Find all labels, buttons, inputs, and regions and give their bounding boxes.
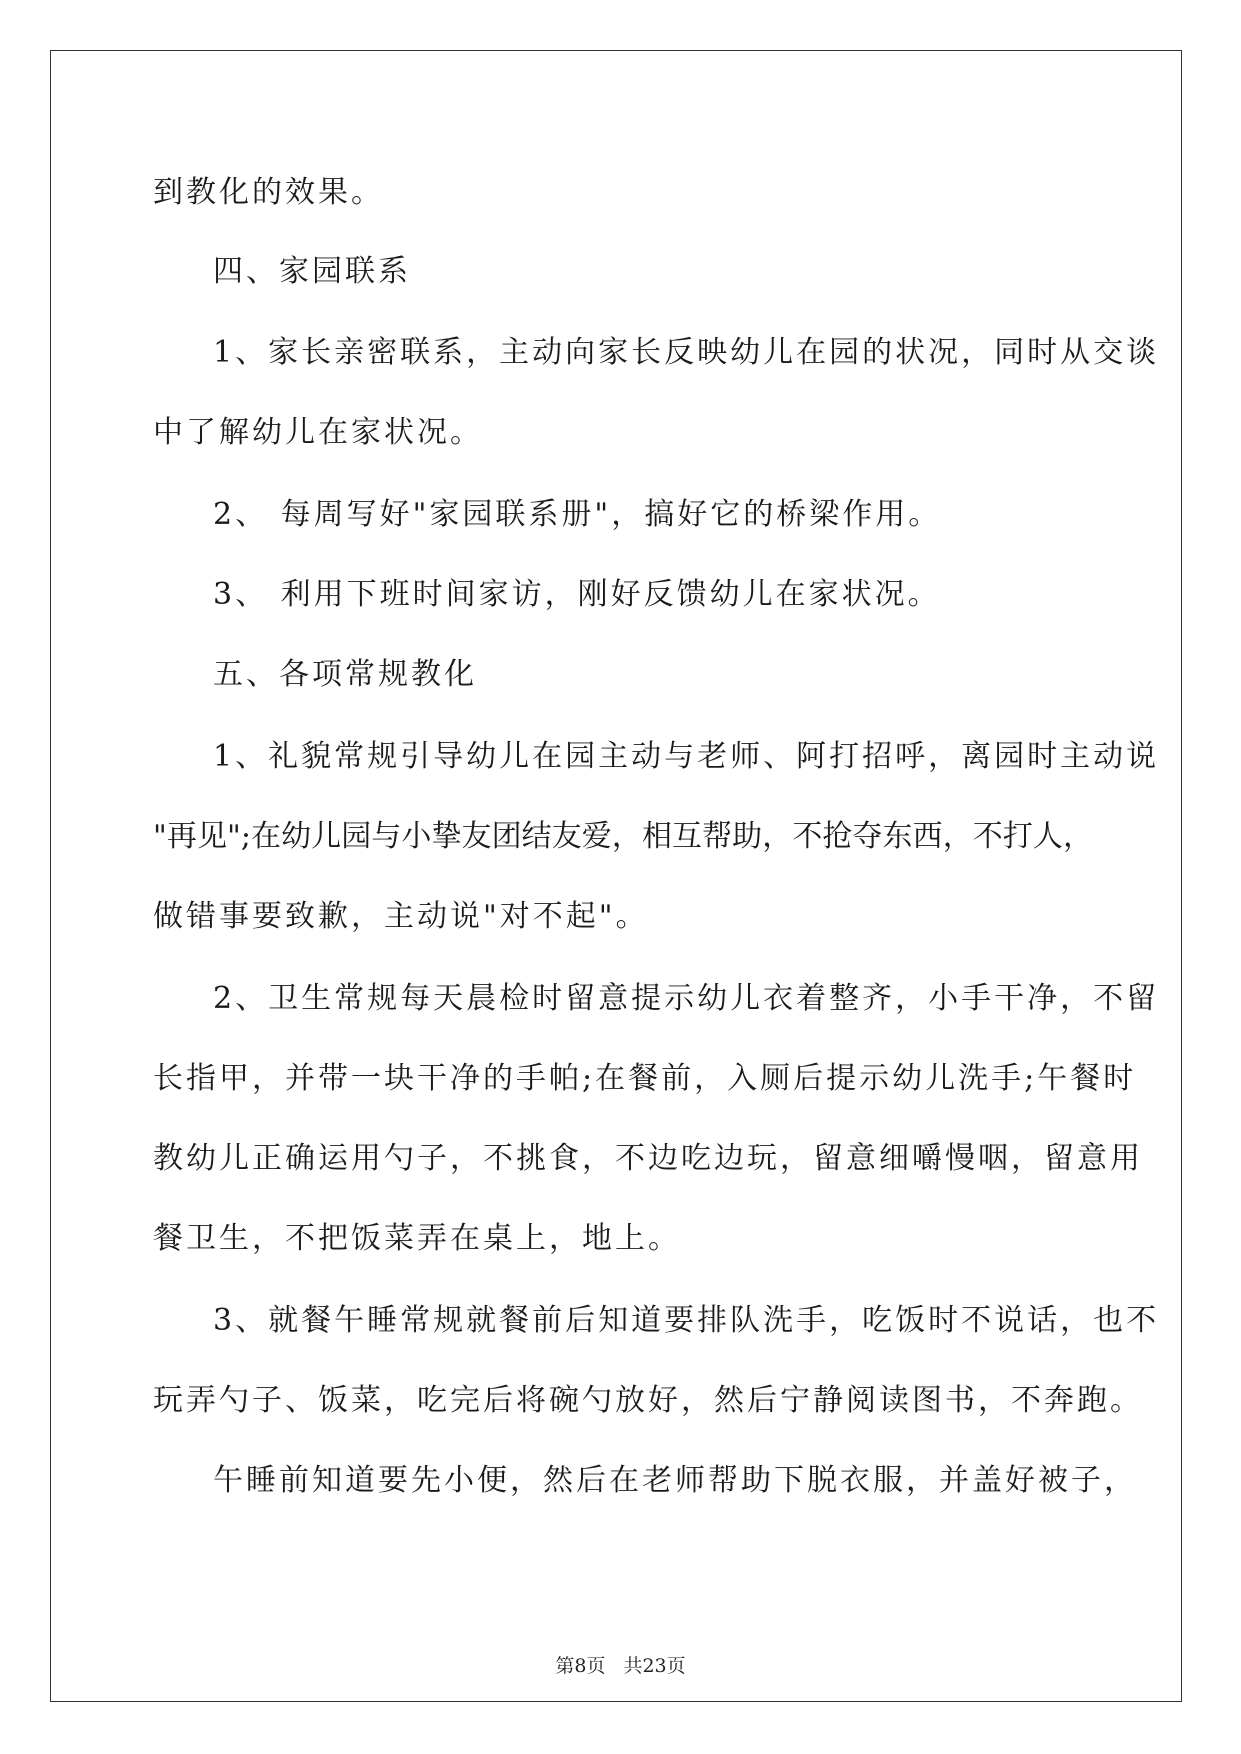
text-line: 玩弄勺子、饭菜，吃完后将碗勺放好，然后宁静阅读图书，不奔跑。 bbox=[153, 1383, 1143, 1418]
text-line: "再见";在幼儿园与小挚友团结友爱，相互帮助，不抢夺东西，不打人， bbox=[153, 819, 1093, 854]
text-line: 2、 每周写好"家园联系册"，搞好它的桥梁作用。 bbox=[213, 497, 942, 532]
text-line: 教幼儿正确运用勺子，不挑食，不边吃边玩，留意细嚼慢咽，留意用 bbox=[153, 1141, 1143, 1176]
text-line: 中了解幼儿在家状况。 bbox=[153, 415, 483, 450]
text-line: 长指甲，并带一块干净的手帕;在餐前，入厕后提示幼儿洗手;午餐时 bbox=[153, 1061, 1137, 1096]
text-line: 2、卫生常规每天晨检时留意提示幼儿衣着整齐，小手干净，不留 bbox=[213, 981, 1160, 1016]
section-heading: 四、家园联系 bbox=[213, 254, 411, 289]
page-number: 第8页 bbox=[555, 1655, 606, 1677]
text-line: 午睡前知道要先小便，然后在老师帮助下脱衣服，并盖好被子， bbox=[213, 1463, 1137, 1498]
page-footer bbox=[0, 1654, 1241, 1678]
text-line: 3、就餐午睡常规就餐前后知道要排队洗手，吃饭时不说话，也不 bbox=[213, 1303, 1160, 1338]
text-line: 1、家长亲密联系，主动向家长反映幼儿在园的状况，同时从交谈 bbox=[213, 335, 1160, 370]
text-line: 做错事要致歉，主动说"对不起"。 bbox=[153, 899, 649, 934]
text-line: 3、 利用下班时间家访，刚好反馈幼儿在家状况。 bbox=[213, 577, 941, 612]
text-line: 到教化的效果。 bbox=[153, 175, 384, 210]
section-heading: 五、各项常规教化 bbox=[213, 657, 477, 692]
page-total: 共23页 bbox=[623, 1655, 686, 1677]
text-line: 餐卫生，不把饭菜弄在桌上，地上。 bbox=[153, 1221, 681, 1256]
text-line: 1、礼貌常规引导幼儿在园主动与老师、阿打招呼，离园时主动说 bbox=[213, 739, 1160, 774]
page-border bbox=[50, 50, 1182, 1702]
